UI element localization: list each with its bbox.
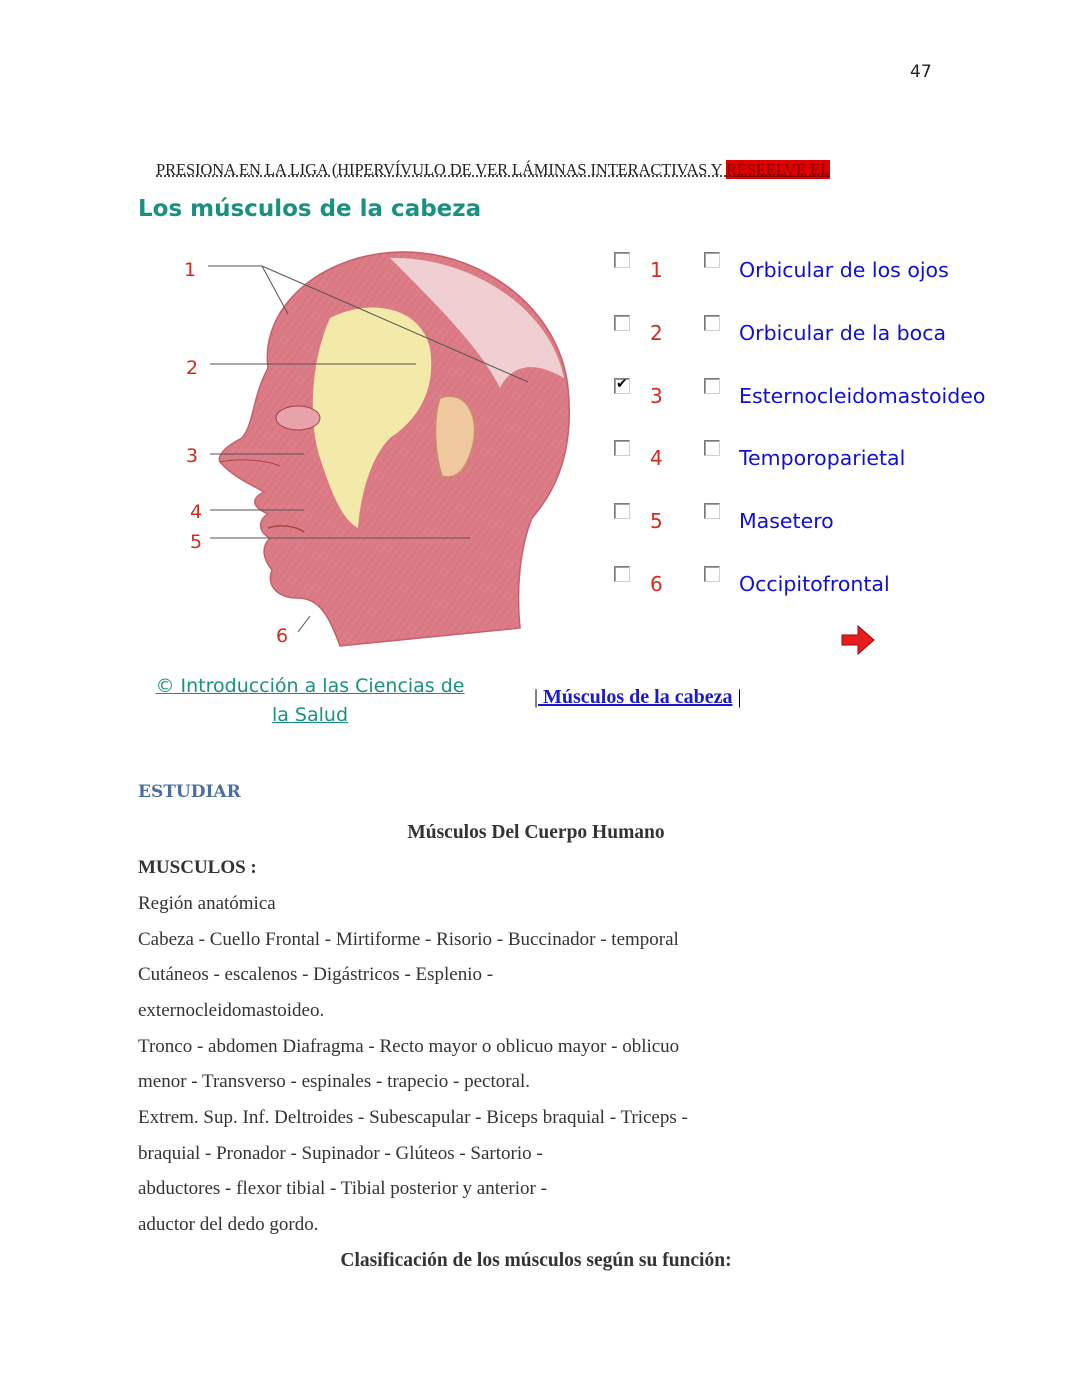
option-number: 4 bbox=[650, 446, 663, 470]
option-label: Orbicular de los ojos bbox=[739, 258, 949, 282]
name-checkbox-4[interactable] bbox=[704, 440, 720, 456]
figure-label-5: 5 bbox=[190, 531, 203, 553]
name-checkbox-2[interactable] bbox=[704, 315, 720, 331]
instruction-highlight: RESEELVE EL bbox=[725, 160, 831, 179]
option-number: 2 bbox=[650, 321, 663, 345]
option-label: Temporoparietal bbox=[739, 446, 906, 470]
number-checkbox-4[interactable] bbox=[614, 440, 630, 456]
figure-label-2: 2 bbox=[186, 357, 199, 379]
option-number: 3 bbox=[650, 384, 663, 408]
body-line: Extrem. Sup. Inf. Deltroides - Subescapular - Biceps braquial - Triceps - bbox=[138, 1107, 688, 1128]
check-icon: ✔ bbox=[616, 376, 628, 392]
body-line: externocleidomastoideo. bbox=[138, 1000, 325, 1021]
musculos-label: MUSCULOS : bbox=[138, 857, 257, 878]
name-checkbox-5[interactable] bbox=[704, 503, 720, 519]
body-line: aductor del dedo gordo. bbox=[138, 1214, 319, 1235]
number-checkbox-3[interactable] bbox=[614, 378, 630, 394]
number-checkbox-1[interactable] bbox=[614, 252, 630, 268]
body-line: Cutáneos - escalenos - Digástricos - Esplenio - bbox=[138, 964, 494, 985]
credit-line-1: © Introducción a las Ciencias de bbox=[155, 675, 465, 697]
credit-line-2: la Salud bbox=[271, 704, 349, 726]
option-label: Masetero bbox=[739, 509, 834, 533]
arrow-right-icon[interactable] bbox=[838, 622, 878, 658]
page-number: 47 bbox=[910, 62, 932, 82]
option-number: 5 bbox=[650, 509, 663, 533]
figure-label-3: 3 bbox=[186, 445, 199, 467]
body-heading: Músculos Del Cuerpo Humano bbox=[407, 822, 665, 843]
number-checkbox-2[interactable] bbox=[614, 315, 630, 331]
name-checkbox-1[interactable] bbox=[704, 252, 720, 268]
muscles-link-box bbox=[534, 686, 741, 709]
head-muscles-illustration bbox=[180, 248, 580, 658]
instruction-link[interactable] bbox=[156, 160, 830, 180]
number-checkbox-5[interactable] bbox=[614, 503, 630, 519]
instruction-text: PRESIONA EN LA LIGA (HIPERVÍVULO DE VER LÁMINAS INTERACTIVAS Y bbox=[156, 160, 726, 179]
name-checkbox-3[interactable] bbox=[704, 378, 720, 394]
classification-heading: Clasificación de los músculos según su función: bbox=[340, 1250, 732, 1271]
body-line: abductores - flexor tibial - Tibial posterior y anterior - bbox=[138, 1178, 547, 1199]
muscles-head-link[interactable]: Músculos de la cabeza bbox=[538, 686, 733, 708]
study-label: ESTUDIAR bbox=[138, 782, 241, 802]
link-prefix: | bbox=[534, 686, 539, 708]
option-label: Occipitofrontal bbox=[739, 572, 890, 596]
option-number: 6 bbox=[650, 572, 663, 596]
body-line: braquial - Pronador - Supinador - Glúteos - Sartorio - bbox=[138, 1143, 543, 1164]
body-line: Tronco - abdomen Diafragma - Recto mayor o oblicuo mayor - oblicuo bbox=[138, 1036, 680, 1057]
link-suffix: | bbox=[737, 686, 742, 708]
name-checkbox-6[interactable] bbox=[704, 566, 720, 582]
option-label: Orbicular de la boca bbox=[739, 321, 947, 345]
option-number: 1 bbox=[650, 258, 663, 282]
number-checkbox-6[interactable] bbox=[614, 566, 630, 582]
body-line: Cabeza - Cuello Frontal - Mirtiforme - Risorio - Buccinador - temporal bbox=[138, 929, 679, 950]
figure-label-6: 6 bbox=[276, 625, 289, 647]
body-line: menor - Transverso - espinales - trapecio - pectoral. bbox=[138, 1071, 531, 1092]
option-label: Esternocleidomastoideo bbox=[739, 384, 986, 408]
figure-label-1: 1 bbox=[184, 259, 197, 281]
section-title: Los músculos de la cabeza bbox=[138, 196, 482, 222]
credit-link[interactable] bbox=[140, 672, 480, 730]
body-line: Región anatómica bbox=[138, 893, 276, 914]
figure-label-4: 4 bbox=[190, 501, 203, 523]
